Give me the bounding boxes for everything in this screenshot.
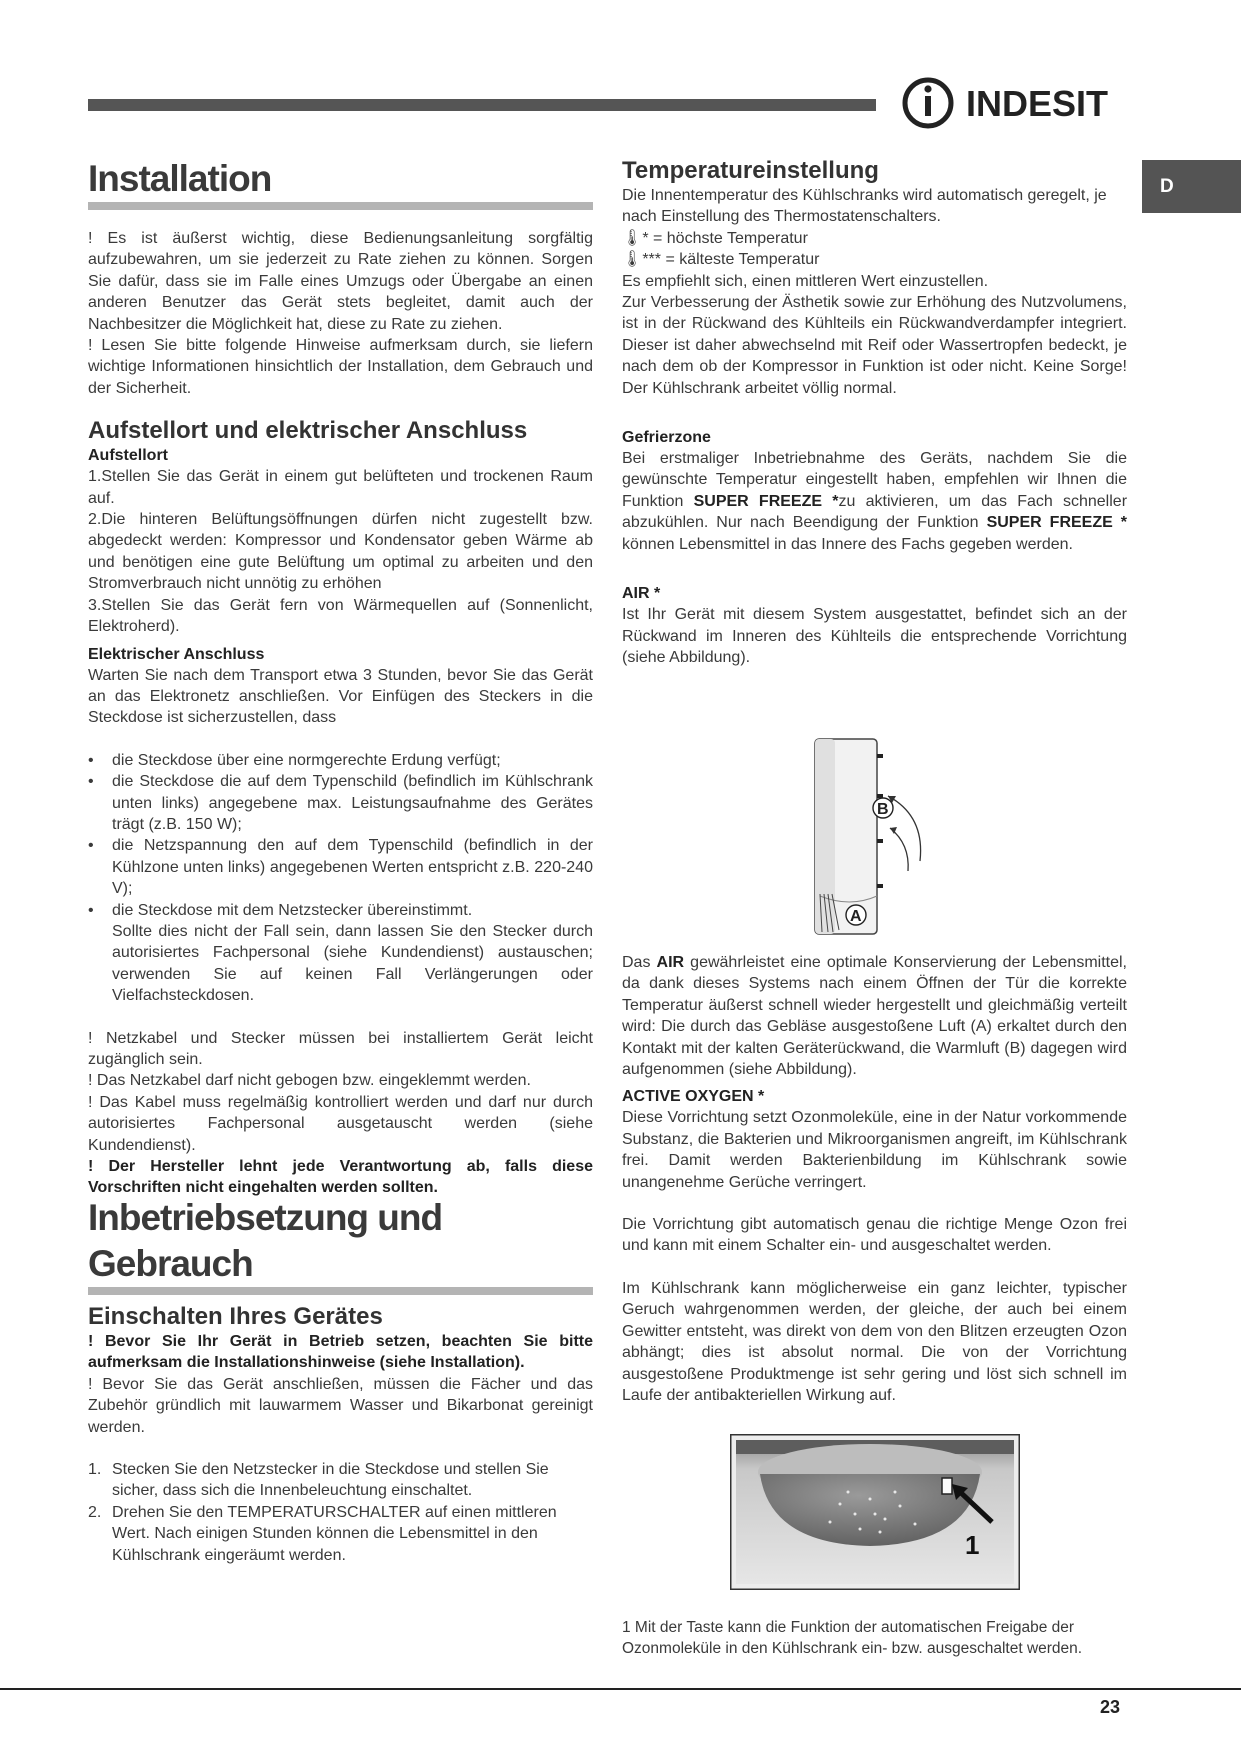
steps-list <box>88 1459 593 1566</box>
oxygen-text-1: Diese Vorrichtung setzt Ozonmoleküle, eine in der Natur vorkommende Substanz, die Bakterien und Mikroorganismen angreift, im Kühlschrank frei. Damit werden Bakterienbildung im Kühlschrank sowie unangenehme Gerüche verringert. <box>622 1109 1127 1191</box>
language-tab <box>1142 160 1241 213</box>
step-number: 1. <box>88 1461 102 1479</box>
title-inbetrieb-line-2: Gebrauch <box>88 1241 593 1295</box>
brand-text: INDESIT <box>966 83 1109 124</box>
temp-low: 🌡*** = kälteste Temperatur <box>622 251 820 269</box>
thermometer-warm-icon: 🌡 <box>622 229 643 247</box>
aufstellort-item-3: 3.Stellen Sie das Gerät fern von Wärmequellen auf (Sonnenlicht, Elektroherd). <box>88 596 593 636</box>
air-description: Das AIR gewährleistet eine optimale Konservierung der Lebensmittel, da dank dieses Systems nach einem Öffnen der Tür die korrekte Temperatur äußerst schnell wieder hergestellt und gleichmäßig verteilt wird: Die durch das Gebläse ausgestoßene Luft (A) erkaltet durch den Kontakt mit der kalten Geräterückwand, die Warmluft (B) dagegen wird aufgenommen (siehe Abbildung). <box>622 954 1127 1079</box>
left-column <box>88 156 593 1199</box>
bullet-note: Sollte dies nicht der Fall sein, dann lassen Sie den Stecker durch autorisiertes Fachpersonal (siehe Kundendienst) austauschen; verwenden Sie auf keinen Fall Verlängerungen oder Vielfachsteckdosen. <box>112 922 593 1005</box>
elektrisch-intro: Warten Sie nach dem Transport etwa 3 Stunden, bevor Sie das Gerät an das Elektronetz anschließen. Vor Einfügen des Steckers in die Steckdose ist sicherzustellen, dass <box>88 666 593 727</box>
right-column-lower <box>622 952 1127 1406</box>
figure-caption: 1 Mit der Taste kann die Funktion der automatischen Freigabe der Ozonmoleküle in den Kühlschrank ein- bzw. ausgeschaltet werden. <box>622 1619 1083 1658</box>
oxygen-text-2: Die Vorrichtung gibt automatisch genau die richtige Menge Ozon frei und kann mit einem Schalter ein- und ausgeschaltet werden. <box>622 1216 1127 1255</box>
right-column <box>622 157 1127 668</box>
list-item: • die Steckdose über eine normgerechte Erdung verfügt; <box>88 750 593 771</box>
warning-3: ! Das Kabel muss regelmäßig kontrolliert werden und darf nur durch autorisiertes Fachpersonal ausgetauscht werden (siehe Kundendienst). <box>88 1093 593 1154</box>
page-number: 23 <box>1100 1697 1121 1717</box>
label-a: A <box>850 908 862 925</box>
aufstellort-item-1: 1.Stellen Sie das Gerät in einem gut belüfteten und trockenen Raum auf. <box>88 468 593 507</box>
gefrierzone-text: Bei erstmaliger Inbetriebnahme des Geräts, nachdem Sie die gewünschte Temperatur eingestellt haben, empfehlen wir Ihnen die Funktion SUPER FREEZE *zu aktivieren, um das Fach schneller abzukühlen. Nur nach Beendigung der Funktion SUPER FREEZE * können Lebensmittel in das Innere des Fachs gegeben werden. <box>622 450 1128 553</box>
title-inbetrieb-line-1: Inbetriebsetzung und <box>88 1197 443 1238</box>
intro-paragraph-2: ! Lesen Sie bitte folgende Hinweise aufmerksam durch, sie liefern wichtige Informationen hinsichtlich der Installation, dem Gebrauch und der Sicherheit. <box>88 337 593 397</box>
list-item: • die Steckdose die auf dem Typenschild (befindlich im Kühlschrank unten links) angegebene max. Leistungsaufnahme des Gerätes trägt (z.B. 150 W); <box>88 771 593 835</box>
temp-high: 🌡* = höchste Temperatur <box>622 229 808 247</box>
list-item <box>88 1459 593 1502</box>
list-item: • die Netzspannung den auf dem Typenschild (befindlich in der Kühlzone unten links) angegebenen Werten entspricht z.B. 220-240 V); <box>88 835 593 899</box>
left-column-lower <box>88 1195 593 1566</box>
einschalten-warning: ! Bevor Sie Ihr Gerät in Betrieb setzen, beachten Sie bitte aufmerksam die Installationshinweise (siehe Installation). <box>88 1333 593 1372</box>
list-item <box>88 1502 593 1566</box>
heading-aufstellort-anschluss: Aufstellort und elektrischer Anschluss <box>88 417 528 445</box>
warning-bold: ! Der Hersteller lehnt jede Verantwortung ab, falls diese Vorschriften nicht eingehalten werden sollten. <box>88 1158 593 1197</box>
label-b: B <box>877 801 889 818</box>
header-bar <box>88 99 876 111</box>
subheading-gefrierzone: Gefrierzone <box>622 429 711 447</box>
subheading-air: AIR * <box>622 585 661 603</box>
einschalten-text: ! Bevor Sie das Gerät anschließen, müssen die Fächer und das Zubehör gründlich mit lauwarmem Wasser und Bikarbonat gereinigt werden. <box>88 1375 593 1436</box>
language-tab-label: D <box>1160 176 1174 197</box>
aufstellort-item-2: 2.Die hinteren Belüftungsöffnungen dürfen nicht zugestellt bzw. abgedeckt werden: Kompressor und Kondensator geben Wärme ab und benötigen eine gute Belüftung um optimal zu arbeiten und den Stromverbrauch nicht unnötig zu erhöhen <box>88 511 593 593</box>
temp-recommendation: Es empfiehlt sich, einen mittleren Wert einzustellen. <box>622 272 989 290</box>
air-diagram <box>720 736 940 936</box>
heading-temperatureinstellung: Temperatureinstellung <box>622 157 879 184</box>
ozone-device-photo <box>730 1434 1020 1590</box>
intro-paragraph-1: ! Es ist äußerst wichtig, diese Bedienungsanleitung sorgfältig aufzubewahren, um sie jederzeit zu Rate ziehen zu können. Sorgen Sie dafür, dass sie im Falle eines Umzugs oder Übergabe an einen anderen Benutzer das Gerät stets begleitet, damit auch der Nachbesitzer die Möglichkeit hat, diese zu Rate zu ziehen. <box>88 230 593 333</box>
subheading-aufstellort: Aufstellort <box>88 447 168 465</box>
list-item: • die Steckdose mit dem Netzstecker übereinstimmt. <box>88 900 593 921</box>
heading-einschalten: Einschalten Ihres Gerätes <box>88 1303 383 1330</box>
thermometer-cold-icon: 🌡 <box>622 251 643 269</box>
footer-rule <box>0 1688 1241 1690</box>
warning-1: ! Netzkabel und Stecker müssen bei installiertem Gerät leicht zugänglich sein. <box>88 1029 593 1068</box>
requirements-list <box>88 750 593 921</box>
step-number: 2. <box>88 1503 102 1521</box>
step-text: Drehen Sie den TEMPERATURSCHALTER auf einen mittleren Wert. Nach einigen Stunden können die Lebensmittel in den Kühlschrank eingeräumt werden. <box>112 1503 557 1564</box>
temp-more: Zur Verbesserung der Ästhetik sowie zur Erhöhung des Nutzvolumens, ist in der Rückwand des Kühlteils ein Rückwandverdampfer integriert. Dieser ist daher abwechselnd mit Reif oder Wassertropfen bedeckt, je nach dem ob der Kompressor in Funktion ist oder nicht. Keine Sorge! Der Kühlschrank arbeitet völlig normal. <box>622 294 1127 397</box>
air-text: Ist Ihr Gerät mit diesem System ausgestattet, befindet sich an der Rückwand im Inneren des Kühlteils die entsprechende Vorrichtung (siehe Abbildung). <box>622 606 1127 666</box>
temp-intro: Die Innentemperatur des Kühlschranks wird automatisch geregelt, je nach Einstellung des Thermostatenschalters. <box>622 187 1107 226</box>
step-text: Stecken Sie den Netzstecker in die Steckdose und stellen Sie sicher, dass sich die Innenbeleuchtung einschaltet. <box>112 1461 549 1500</box>
title-installation: Installation <box>88 156 593 210</box>
label-1: 1 <box>965 1530 980 1560</box>
indesit-logo <box>900 74 1132 132</box>
subheading-active-oxygen: ACTIVE OXYGEN * <box>622 1088 765 1106</box>
subheading-elektrischer-anschluss: Elektrischer Anschluss <box>88 645 265 663</box>
warning-2: ! Das Netzkabel darf nicht gebogen bzw. eingeklemmt werden. <box>88 1072 531 1090</box>
oxygen-text-3: Im Kühlschrank kann möglicherweise ein ganz leichter, typischer Geruch wahrgenommen werden, der gleiche, der auch bei einem Gewitter entsteht, was direkt von dem von den Blitzen erzeugten Ozon abhängt; dies ist absolut normal. Die von der Vorrichtung ausgestoßene Produktmenge ist sehr gering und löst sich schnell im Laufe der antibakteriellen Wirkung auf. <box>622 1279 1127 1404</box>
